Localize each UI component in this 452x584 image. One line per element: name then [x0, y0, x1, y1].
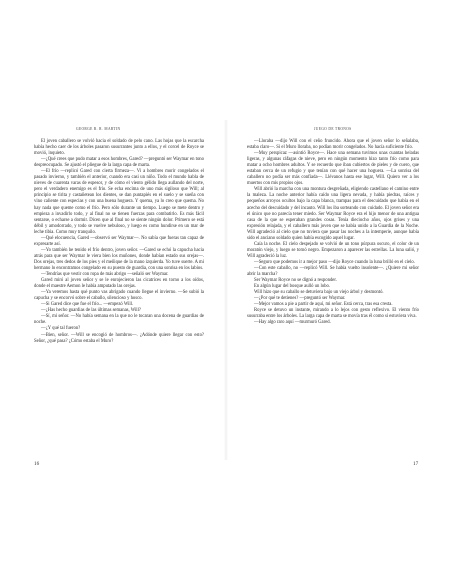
right-page [226, 0, 452, 584]
paragraph: —Seguro que podemos ir a mejor paso —dijo Royce cuando la luna brilló en el cielo. [254, 259, 415, 265]
paragraph: Will hizo que su caballo se detuviera bajo un viejo árbol y desmontó. [254, 290, 384, 296]
paragraph: —Lloraba —dijo Will con el ceño fruncido. Ahora que el joven señor lo señalaba, estaba claro—. Si el Muro lloraba, no podían morir congelados. No hacía suficiente frío. [247, 139, 419, 151]
paragraph: Ser Waymar Royce no se dignó a responder. [254, 278, 337, 284]
running-head-left: GEORGE R. R. MARTIN [76, 127, 121, 131]
paragraph: —Hay algo raro aquí —murmuró Gared. [254, 320, 331, 326]
paragraph: Will abrió la marcha con una montura desgreñada, eligiendo castellano el camino entre la maleza. La noche anterior había caído una ligera nevada, y había piedras, raíces y pequeños arroyos ocultos bajo la capa blanca, trampas para el descuidado que había en el acecho del descuidado y del incauto. Will los iba sorteando con cuidado. El joven señor era el único que no parecía tener miedo. Ser Waymar Royce era el hijo menor de una antigua casa de la que se esperaban grandes cosas. Tenía dieciocho años, ojos grises y una expresión relajada, y el caballero más joven que se había unido a la Guardia de la Noche. Will agradeció al cielo que no tuviera que pasar las noches a la intemperie, aunque había sido el anciano soldado quien había escogido aquel lugar. [247, 187, 419, 241]
page-number-left: 16 [34, 461, 40, 467]
left-page-text [34, 139, 204, 345]
paragraph: —¿Y qué tal fueron? [41, 326, 81, 332]
paragraph: Gared miró al joven señor y se le enrojecieron las cicatrices en torno a los oídos, donde el maestre Aemon le había amputado las orejas. [34, 278, 204, 290]
paragraph: —Bien, señor. —Will se encogió de hombros—. ¿Adónde quiere llegar con esto? Señor, ¿qué pasa? ¿Cómo estaba el Muro? [34, 332, 204, 344]
page-number-right: 17 [413, 461, 419, 467]
paragraph: En algún lugar del bosque aulló un lobo. [254, 284, 331, 290]
paragraph: —Qué elocuencia, Gared —observó ser Waymar—. No sabía que fueras tan capaz de expresarte así. [34, 235, 204, 247]
paragraph: El joven caballero se volvió hacia el soldado de pelo cano. Las hojas que la escarcha había hecho caer de los árboles pasaron susurrantes junto a ellos, y el corcel de Royce se movió, inquieto. [34, 139, 204, 157]
paragraph: —El frío —replicó Gared con cierta firmeza—. Vi a hombres morir congelados el pasado invierno, y también el anterior, cuando era casi un niño. Todo el mundo habla de nieves de cuarenta varas de espesor, y de cómo el viento gélido llega aullando del norte, pero el verdadero enemigo es el frío. Se echa encima de uno más sigiloso que Will; al principio se tirita y castañetean los dientes, se dan puntapiés en el suelo y se sueña con vino caliente con especias y con una buena hoguera. Y quema, ya lo creo que quema. No hay nada que queme como el frío. Pero sólo durante un tiempo. Luego se mete dentro y empieza a invadirlo todo, y al final no se tienen fuerzas para combatirlo. Es más fácil sentarse, o echarse a dormir. Dicen que al final no se siente ningún dolor. Primero se está débil y amodorrado, y todo se vuelve nebuloso, y luego es como hundirse en un mar de leche tibia. Como muy tranquilo. [34, 169, 204, 235]
paragraph: —¿Qué crees que pudo matar a esos hombres, Gared? —preguntó ser Waymar en tono despreocupado. Se ajustó el pliegue de la larga capa de marta. [34, 157, 204, 169]
paragraph: —Mejor vamos a pie a partir de aquí, mi señor. Está cerca, tras esa cresta. [254, 302, 393, 308]
paragraph: Caía la noche. El cielo despejado se volvió de un tono púrpura oscuro, el color de un moratón viejo, y luego se tornó negro. Empezaron a aparecer las estrellas. La luna salió, y Will agradeció la luz. [247, 241, 419, 259]
paragraph: —Con este caballo, no —replicó Will. Se había vuelto insolente—. ¿Quiere mi señor abrir la marcha? [247, 265, 419, 278]
paragraph: —Sí, mi señor. —No había semana en la que no le tocaran una docena de guardias de noche. [34, 314, 204, 326]
paragraph: —Si Gared dice que fue el frío... —empezó Will. [41, 302, 134, 308]
paragraph: —¿Por qué te detienes? —preguntó ser Waymar. [254, 296, 346, 302]
paragraph: —Ya veremos hasta qué punto vas abrigado cuando llegue el invierno. —Se subió la capucha y se encorvó sobre el caballo, silencioso y hosco. [34, 290, 204, 302]
paragraph: —Yo también he tenido el frío dentro, joven señor. —Gared se echó la capucha hacia atrás para que ser Waymar le viera bien los muñones, donde habían estado sus orejas—. Dos orejas, tres dedos de los pies y el meñique de la mano izquierda. Yo tuve suerte. A mi hermano lo encontramos congelado en su puesto de guardia, con una sonrisa en los labios. [34, 247, 204, 271]
paragraph: Royce se detuvo un instante, mirando a lo lejos con gesto reflexivo. El viento frío susurraba entre los árboles. La larga capa de marta se movía tras él como si estuviera viva. [247, 308, 419, 320]
running-head-right: JUEGO DE TRONOS [314, 127, 352, 131]
paragraph: —Tendrías que vestir con ropa de más abrigo —señaló ser Waymar. [41, 272, 169, 278]
paragraph: —Muy perspicaz —asintió Royce—. Hace una semana tuvimos unas cuantas heladas ligeras, y algunas ráfagas de nieve, pero en ningún momento hizo tanto frío como para matar a ocho hombres adultos. Y se recuerdo que iban cubiertos de pieles y de cuero, que estaban cerca de un refugio y que tenían con qué hacer una hoguera. —La sonrisa del caballero no podía ser más confiada—. Llévanos hasta ese lugar, Will. Quiero ver a los muertos con mis propios ojos. [247, 151, 419, 187]
right-page-text [247, 139, 419, 326]
paragraph: —¿Has hecho guardias de las últimas semanas, Will? [41, 308, 141, 314]
